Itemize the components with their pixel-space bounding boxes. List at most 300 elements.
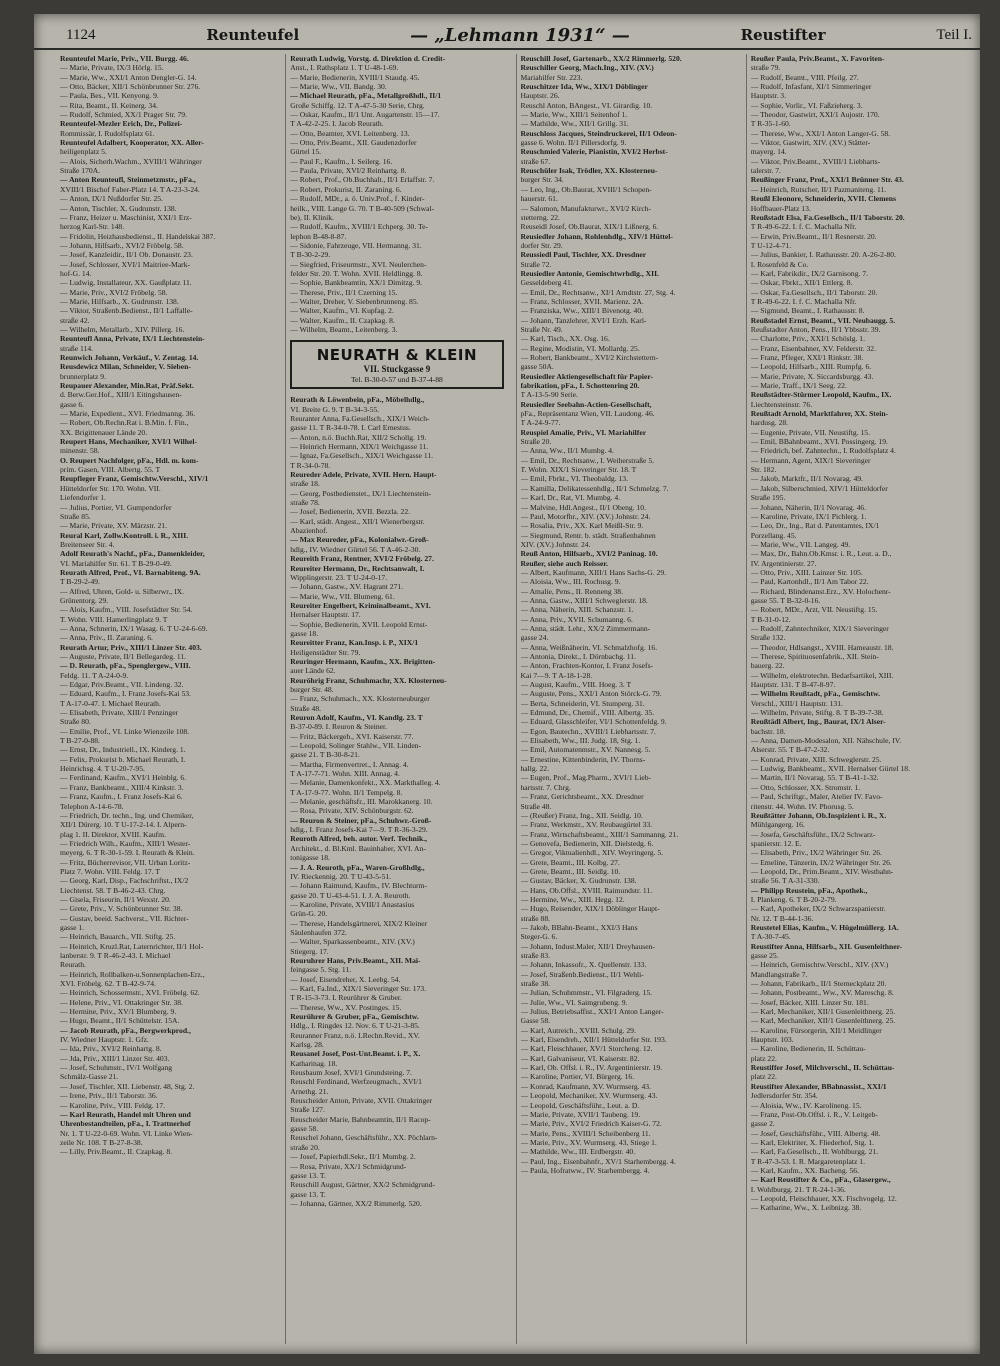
directory-entry: — Ernestine, Kittenbinderin, IV. Thorns- <box>520 754 646 764</box>
directory-entry: Reurath Alfred, Prof., VI. Barnabiteng. 9A. <box>60 567 201 577</box>
directory-entry: T R-47-3-53. I. R. Margaretenplatz 1. <box>750 1156 865 1166</box>
directory-entry: Anst., I. Rathsplatz 1. T U-48-1-69. <box>290 63 399 73</box>
directory-entry: — Konrad, Kaufmann, XV. Wurmserg. 43. <box>520 1081 651 1091</box>
directory-entry: T A-30-7-45. <box>750 932 791 942</box>
directory-entry: — Anton, n.ö. Buchh.Rat, XII/2 Schollg. 19. <box>290 432 427 442</box>
directory-entry: IV. Rieckennig. 20. T U-43-5-51. <box>290 871 392 881</box>
directory-entry: — Karl, Eisendreh., XII/1 Hütteldorfer Str. 193. <box>520 1035 667 1045</box>
directory-entry: — Heinrich, Rollbalken-u.Sonnenplachen-Erz., <box>60 969 205 979</box>
directory-entry: — Gisela, Friseurin, II/1 Wexstr. 20. <box>60 894 171 904</box>
directory-entry: Hauptstr. 26. <box>520 91 560 101</box>
directory-entry: — Karl, Galvaniseur, VI. Kaiserstr. 82. <box>520 1053 640 1063</box>
directory-entry: — Siegfried, Friseurmstr., XVI. Neulerchen- <box>290 259 427 269</box>
directory-entry: — Leopold, Geschäftsführ., Leut. a. D. <box>520 1100 640 1110</box>
directory-entry: — Paul, Ing., Eisenbahnfr., XV/1 Starhembergg. 4. <box>520 1156 676 1166</box>
page-number: 1124 <box>66 26 96 43</box>
directory-entry: — Johann, Hilfsarb., XVI/2 Fröbelg. 58. <box>60 240 184 250</box>
directory-entry: Reußinger Franz, Prof., XXI/1 Brünner Str. 43. <box>750 175 904 185</box>
directory-entry: — Salomon, Manufakturwr., XVI/2 Kirch- <box>520 203 652 213</box>
directory-entry: Reuschl Ferdinand, Werfzeugmach., XVI/1 <box>290 1077 422 1087</box>
directory-entry: gasse 6. <box>60 399 85 409</box>
directory-entry: — Friedrich Wilh., Kaufm., XIII/1 Wester- <box>60 838 191 848</box>
directory-entry: gasse 24. <box>520 633 549 643</box>
directory-entry: O. Reupert Nachfolger, pFa., Hdl. m. kom- <box>60 455 199 465</box>
directory-entry: straße 20. <box>290 1142 320 1152</box>
directory-entry: — Josef, Eisendreher, X. Leebg. 54. <box>290 974 401 984</box>
directory-entry: — Edmund, Dr., Chemif., VIII. Albertg. 35. <box>520 708 655 718</box>
directory-entry: Hernalser Hauptstr. 17. <box>290 610 361 620</box>
directory-entry: — Konrad, Private, XIII. Schweglerstr. 25. <box>750 754 882 764</box>
directory-entry: — Karl, Fa.Ind., XIX/1 Sieveringer Str. 173. <box>290 983 427 993</box>
directory-entry: — Marie, Priv., XVI/2 Fröbelg. 58. <box>60 287 168 297</box>
directory-entry: — Leo, Ing., Ob.Baurat, XVIII/1 Schopen- <box>520 184 652 194</box>
directory-entry: — Karoline, Bedienerin, II. Schüttau- <box>750 1044 866 1054</box>
directory-entry: Reusiedler Antonie, Gemischtwrhdlg., XII. <box>520 268 659 278</box>
directory-entry: T A-17-0-47. I. Michael Reurath. <box>60 698 161 708</box>
directory-entry: Reureiter Hermann, Dr., Rechtsanwalt, I. <box>290 563 425 573</box>
directory-entry: — Wilhelm Reußtadt, pFa., Gemischtw. <box>750 689 880 699</box>
directory-entry: — Anna, Schnerin, IX/1 Wasag. 6. T U-24-6-69. <box>60 623 208 633</box>
directory-entry: Reuschill August, Gärtner, XX/2 Schmidgrund- <box>290 1180 436 1190</box>
directory-entry: Steger-G. 6. <box>520 932 558 942</box>
directory-entry: Reußer Paula, Priv.Beamt., X. Favoriten- <box>750 54 885 63</box>
directory-entry: spanierstr. 12. E. <box>750 838 802 848</box>
directory-entry: — Sophie, Bankbeamtin, XX/1 Dimitzg. 9. <box>290 278 423 288</box>
directory-entry: — Johann, Postbeamt., Ww., XV. Mareschg. 8. <box>750 988 894 998</box>
directory-entry: — Anna, Gastw., XIII/1 Schweglerstr. 18. <box>520 595 648 605</box>
directory-entry: Stiegerg. 17. <box>290 946 329 956</box>
directory-entry: Reustiffer Josef, Milchverschl., II. Schüttau- <box>750 1063 895 1073</box>
directory-entry: straße 42. <box>60 315 90 325</box>
directory-entry: — Jakob, Marktfr., II/1 Novarag. 49. <box>750 474 863 484</box>
directory-entry: plag 1. II. Direktor, XVIII. Kaufm. <box>60 829 166 839</box>
directory-entry: — Paul, Kartonhdl., II/1 Am Tabor 22. <box>750 577 869 587</box>
directory-entry: hof-G. 14. <box>60 268 92 278</box>
directory-entry: straße 38. <box>520 979 551 989</box>
directory-entry: — Otto, Schlosser, XX. Stromstr. 1. <box>750 782 861 792</box>
directory-entry: — Franz, Heizer u. Maschinist, XXI/1 Erz- <box>60 212 192 222</box>
directory-entry: — Franz, Post-Ob.Offsl. i. R., V. Leitgeb- <box>750 1109 878 1119</box>
directory-entry: — Marie, Ww., VII. Blumeng. 61. <box>290 591 395 601</box>
directory-entry: Reusdewicz Milan, Schneider, V. Sieben- <box>60 362 191 372</box>
directory-entry: prim. Gasen, VIII. Albertg. 55. T <box>60 465 161 475</box>
directory-entry: auer Lände 62. <box>290 666 336 676</box>
directory-entry: — Theodor, Hdlsangst., XVIII. Hameaustr. 18. <box>750 642 894 652</box>
directory-entry: Reuspiel Amalie, Priv., VI. Mariahilfer <box>520 427 647 437</box>
directory-entry: — Georg, Postbedienstet., IX/1 Liechtenstein- <box>290 488 432 498</box>
directory-entry: — Franz, Pfleger, XXI/1 Rinkstr. 38. <box>750 353 864 362</box>
directory-entry: — Egon, Bautechn., XVIII/1 Liebhartsstr. 7. <box>520 726 656 736</box>
directory-entry: T R-35-1-60. <box>750 119 791 129</box>
directory-entry: Heiligenstädter Str. 79. <box>290 647 361 657</box>
directory-entry: — Ludwig, Installateur, XX. Gaußplatz 11. <box>60 278 192 288</box>
directory-entry: — Rudolf, Infasfant, XI/1 Simmeringer <box>750 82 872 92</box>
directory-entry: — Leopold, Mechaniker, XV. Wurmserg. 43. <box>520 1091 658 1101</box>
directory-entry: — Albert, Kaufmann, XIII/1 Hans Sachs-G. 29. <box>520 567 667 577</box>
directory-entry: — Auguste, Pens., XXI/1 Anton Störck-G. 79. <box>520 689 662 699</box>
column-3 <box>516 54 740 1344</box>
directory-entry: — Fritz, Bücherrevisor, VII. Urban Loritz- <box>60 857 191 867</box>
directory-entry: — Therese, Handelsgärtnerei, XIX/2 Kleiner <box>290 918 428 928</box>
directory-entry: — Marie, Priv., XVI/2 Friedrich Kaiser-G. 72. <box>520 1119 662 1129</box>
directory-entry: XX. Brigittenauer Lände 20. <box>60 427 148 437</box>
directory-entry: Katharinag. 18. <box>290 1058 338 1068</box>
directory-entry: — Hans, Ob.Offsl., XVIII. Raimundstr. 11. <box>520 885 653 895</box>
directory-entry: — Melanie, Damenkonfekt., XX. Markthalleg. 4. <box>290 778 441 788</box>
directory-entry: — Fritz, Bäckergeh., XVI. Kaiserstr. 77. <box>290 731 414 741</box>
directory-entry: — Michael Reurath, pFa., Metallgroßhdl., II/1 <box>290 91 442 101</box>
ad-address: VII. Stuckgasse 9 <box>363 364 431 375</box>
directory-entry: — Anna, Priv., II. Zaraning. 6. <box>60 633 153 643</box>
directory-entry: — Franz, Kaufm., I. Franz Josefs-Kai 6. <box>60 792 183 802</box>
directory-entry: — Johann, Näherin, II/1 Novarag. 46. <box>750 502 867 512</box>
directory-entry: — Anton, Tischler, X. Gudrunstr. 138. <box>60 203 177 213</box>
directory-entry: — Karl Reustifter & Co., pFa., Glasergew., <box>750 1175 891 1185</box>
directory-entry: — Rudolf, Zahntechniker, XIX/1 Sieveringer <box>750 623 889 633</box>
directory-entry: — Elisabeth, Ww., III. Judg. 18, Stg. 1. <box>520 736 641 746</box>
directory-entry: Adolf Reurath's Nachf., pFa., Damenkleider, <box>60 549 205 559</box>
directory-entry: T. Wohn. XIX/1 Sieveringer Str. 18. T <box>520 465 637 475</box>
directory-entry: — Malvine, Hdl.Angest., II/1 Obeng. 10. <box>520 502 646 512</box>
directory-entry: — Josef, Schuhmstr., IV/1 Wolfgang <box>60 1063 173 1073</box>
advertisement-box <box>290 340 503 389</box>
directory-entry: Kai 7—9. T A-18-1-28. <box>520 670 593 680</box>
column-4 <box>746 54 970 1344</box>
directory-entry: — Johann, Inkassofr., X. Quellenstr. 133. <box>520 960 647 970</box>
directory-entry: — Johann, Fabrikarb., II/1 Sterneckplatz 20. <box>750 979 887 989</box>
directory-entry: — Irene, Priv., II/1 Taborstr. 36. <box>60 1091 158 1101</box>
directory-entry: — Anton, IX/1 Nußdorfer Str. 25. <box>60 194 163 204</box>
directory-entry: — Emil, Dr., Rechtsanw., XI/1 Arndtstr. 27, Stg. 4. <box>520 287 676 297</box>
directory-entry: gasse 20. T U-43-4-51. I. J. A. Reuroth. <box>290 890 411 900</box>
directory-entry: Mariahilfer Str. 223. <box>520 72 583 82</box>
directory-entry: — Ignaz, Fa.Gesellsch., XIX/1 Weichgasse 11. <box>290 451 434 461</box>
directory-entry: — Sophie, Bedienerin, XVII. Leopold Ernst- <box>290 619 428 629</box>
directory-entry: — Josef, Bedienerin, XVII. Bezzla. 22. <box>290 507 411 517</box>
directory-entry: Reußstadel Ernst, Beamt., VII. Neubaugg. 5. <box>750 315 896 325</box>
part-label: Teil I. <box>936 26 972 43</box>
directory-entry: — Jda, Priv., XIII/1 Linzer Str. 403. <box>60 1053 170 1063</box>
directory-entry: — Marie, Pens., XVIII/1 Scheibenberg 11. <box>520 1128 651 1138</box>
directory-entry: — Emil, Automatenmstr., XV. Nannesg. 5. <box>520 745 651 755</box>
directory-entry: — Elisabeth, Private, XIII/1 Penzinger <box>60 708 179 718</box>
directory-entry: — Lilly, Priv.Beamt., II. Czapkag. 8. <box>60 1147 173 1157</box>
directory-entry: T U-12-4-71. <box>750 240 792 250</box>
directory-entry: Reureiter Engelbert, Kriminalbeamt., XVI. <box>290 600 431 610</box>
directory-entry: — Franz, Schlosser, XVII. Marienz. 2A. <box>520 296 644 306</box>
directory-entry: — J. A. Reuroth, pFa., Waren-Großhdlg., <box>290 862 425 872</box>
directory-entry: Platz 7. Wohn. VIII. Feldg. 17. T <box>60 866 161 876</box>
directory-entry: Reureder Adele, Private, XVII. Hern. Haupt- <box>290 470 437 480</box>
directory-entry: — Marie, Ww., VII. Bandg. 30. <box>290 82 387 92</box>
directory-entry: — Marie, Bedienerin, XVIII/1 Staudg. 45. <box>290 72 420 82</box>
directory-entry: Alserstr. 55. T B-47-2-32. <box>750 745 830 755</box>
directory-entry: Reurath & Löwenbein, pFa., Möbelhdlg., <box>290 395 425 405</box>
directory-entry: Reußl Eleonore, Schneiderin, XVII. Clemens <box>750 194 896 204</box>
directory-entry: Reurath Ludwig, Vorstg. d. Direktion d. Credit- <box>290 54 446 63</box>
directory-entry: Abazienhof. <box>290 526 328 536</box>
directory-entry: — Anna, städt. Lehr., XX/2 Zimmermann- <box>520 623 651 633</box>
directory-entry: Uhrenbestandteilen, pFa., I. Trattnerhof <box>60 1119 191 1129</box>
directory-entry: — Marie, Ww., XIII/1 Seitenhof 1. <box>520 110 628 120</box>
directory-entry: stetterng. 22. <box>520 212 560 222</box>
directory-entry: — Grete, Beamt., III. Seidlg. 10. <box>520 866 621 876</box>
directory-entry: — Oskar, Fbrkt., XII/1 Ettlerg. 8. <box>750 278 853 288</box>
running-title: — „Lehmann 1931“ — <box>410 24 630 46</box>
directory-entry: gasse 13. T. <box>290 1189 326 1199</box>
directory-entry: — Helene, Priv., VI. Ottakringer Str. 38. <box>60 997 183 1007</box>
directory-entry: — Therese, Ww., XXI/1 Anton Langer-G. 58. <box>750 128 891 138</box>
directory-entry: Reunwich Johann, Verkäuf., V. Zentag. 14. <box>60 353 199 362</box>
directory-entry: straße 114. <box>60 343 94 353</box>
directory-entry: — Jakob, BBahn-Beamt., XXI/3 Hans <box>520 922 638 932</box>
directory-entry: — Rosalia, Priv., XX. Karl Meißl-Str. 9. <box>520 521 644 531</box>
directory-entry: — Amalie, Pens., II. Renneng 38. <box>520 586 624 596</box>
directory-entry: — Ferdinand, Kaufm., XVI/1 Heinblg. 6. <box>60 773 187 783</box>
directory-entry: — Marie, Private, XVII/1 Taubeng. 19. <box>520 1109 641 1119</box>
directory-entry: — Karl, Ob. Offsl. i. R., IV. Argentinierstr. 19. <box>520 1063 663 1073</box>
directory-entry: — Ida, Priv., XVI/2 Reinhartg. 8. <box>60 1044 162 1054</box>
directory-entry: straße 83. <box>520 951 551 960</box>
directory-entry: brunnerplatz 9. <box>60 371 106 381</box>
directory-entry: Reuschl Anton, BAngest., VI. Girardig. 10. <box>520 100 653 110</box>
directory-entry: Breitenseer Str. 4. <box>60 539 115 549</box>
directory-entry: be), II. Klinik. <box>290 212 334 222</box>
directory-entry: Grün-G. 20. <box>290 909 328 919</box>
directory-entry: — Julius, Bankier, I. Rathausstr. 20. A-26-2-80. <box>750 250 896 260</box>
directory-entry: Jedlersdorfer Str. 354. <box>750 1091 818 1101</box>
directory-entry: zeile Nr. 108. T B-27-8-38. <box>60 1137 143 1147</box>
directory-entry: — Anton, Frachten-Kontor, I. Franz Josefs- <box>520 661 654 671</box>
directory-entry: — Rita, Beamt., II. Keinerg. 34. <box>60 100 158 110</box>
directory-entry: platz 22. <box>750 1053 777 1063</box>
directory-entry: Reurath Artur, Priv., XIII/1 Linzer Str. 403. <box>60 642 202 652</box>
directory-entry: — Walter, Dreher, V. Siebenbrunneng. 85. <box>290 296 419 306</box>
directory-entry: — Walter, Kaufm., II. Czapkag. 8. <box>290 315 395 325</box>
directory-entry: Reußtadt Arnold, Marktfahrer, XX. Stein- <box>750 409 889 419</box>
directory-entry: — Josef, Bäcker, XIII. Linzer Str. 181. <box>750 997 869 1007</box>
directory-entry: gasse 18. <box>290 628 319 638</box>
directory-entry: mayerg. 14. <box>750 147 787 157</box>
directory-entry: Reupert Hans, Mechaniker, XVI/1 Wilhel- <box>60 437 197 447</box>
column-2 <box>285 54 509 1344</box>
directory-entry: — Edgar, Priv.Beamt., VII. Lindeng. 32. <box>60 680 184 690</box>
directory-entry: Reusbaum Josef, XVI/1 Grundsteing. 7. <box>290 1068 412 1078</box>
directory-entry: Straße Nr. 49. <box>520 324 563 334</box>
directory-entry: Säulenhaufen 372. <box>290 927 347 937</box>
directory-entry: — Viktor, Gastwirt, XIV. (XV.) Stätter- <box>750 138 871 148</box>
directory-entry: Straße 85. <box>60 511 91 521</box>
left-headword: Reunteufel <box>206 26 300 44</box>
directory-entry: Reuscheider Anton, Private, XVII. Ottakringer <box>290 1096 433 1106</box>
directory-entry: — Julie, Ww., VI. Saimgrubeng. 9. <box>520 997 628 1007</box>
directory-entry: Reureitter Franz, Kan.Insp. i. P., XIX/1 <box>290 638 419 648</box>
directory-entry: Reuseidl Josef, Ob.Baurat, XIX/1 Lißnerg. 6. <box>520 222 659 232</box>
directory-entry: — Hermine, Priv., XV/1 Blumberg. 9. <box>60 1007 177 1017</box>
directory-entry: pFa., Repräsentanz Wien, VII. Laudong. 46. <box>520 409 655 419</box>
directory-entry: — Marie, Private, X. Siccardsburgg. 43. <box>750 371 874 381</box>
directory-entry: Straße 20. <box>520 437 552 447</box>
directory-entry: — Erwin, Priv.Beamt., II/1 Resnerstr. 20. <box>750 231 877 241</box>
directory-entry: Feldg. 11. T A-24-0-9. <box>60 670 129 680</box>
directory-entry: Reuranter Anna, Fa.Gesellsch., XIX/1 Weich- <box>290 414 430 423</box>
directory-entry: Straße 48. <box>520 801 552 811</box>
directory-entry: Reußstädter-Stürmer Leopold, Kaufm., IX. <box>750 390 892 400</box>
directory-entry: hartsstr. 7. Chrg. <box>520 782 571 792</box>
directory-entry: Reuschill Josef, Gartenarb., XX/2 Rimmerlg. 520. <box>520 54 682 63</box>
directory-entry: Gasse 58. <box>520 1016 551 1026</box>
directory-entry: — Karl, Tisch., XX. Osg. 16. <box>520 334 610 344</box>
directory-entry: — Rudolf, MDr., a. ö. Univ.Prof., f. Kinder- <box>290 194 425 204</box>
directory-entry: Arnethg. 21. <box>290 1086 329 1096</box>
directory-entry: — Marie, Private, XV. Märzstr. 21. <box>60 521 167 531</box>
directory-entry: VI. Mariahilfer Str. 61. T B-29-0-49. <box>60 558 172 568</box>
directory-entry: — Jacob Reurath, pFa., Bergwerkprod., <box>60 1025 191 1035</box>
directory-entry: Liechtensteinstr. 76. <box>750 399 813 409</box>
directory-entry: Reuschiller Georg, Mach.Ing., XIV. (XV.) <box>520 63 654 73</box>
directory-entry: Reurath. <box>60 960 86 970</box>
directory-entry: — Julian, Schuhmmstr., VI. Filgraderg. 15. <box>520 988 653 998</box>
directory-entry: — Heinrich, Gemischtw.Verschl., XIV. (XV.) <box>750 960 889 970</box>
directory-entry: — Eduard, Glasschleifer, VI/1 Schottenfeldg. 9. <box>520 717 667 727</box>
directory-entry: Straße 170A. <box>60 166 101 176</box>
directory-entry: — Paul, Schriftgr., Maler, Atelier IV. Favo- <box>750 792 883 802</box>
directory-entry: — Heinrich, Schossermstr., XVI. Fröbelg. 62. <box>60 988 200 998</box>
directory-entry: Reuroth Alfred, beh. autor. Verf. Technik., <box>290 834 428 844</box>
directory-entry: T B-30-2-29. <box>290 250 331 260</box>
directory-entry: — Johann, Gastw., XV. Hagrant 271. <box>290 582 404 592</box>
directory-entry: Reunteufel Adalbert, Kooperator, XX. Aller- <box>60 138 204 148</box>
directory-entry: — Karoline, Portier, VI. Bürgerg. 16. <box>520 1072 635 1082</box>
directory-entry: Reuscheider Marie, Bahnbeamtin, II/1 Racop- <box>290 1114 431 1124</box>
directory-entry: — Franz, Wirtschaftsbeamt., XIII/1 Sammanng. 21. <box>520 829 679 839</box>
directory-entry: XIV. (XV.) Johnstr. 24. <box>520 539 591 549</box>
directory-entry: — Anna, Priv., XVII. Schumanng. 6. <box>520 614 633 624</box>
directory-entry: — Mathilde, Ww., XII/1 Grillg. 31. <box>520 119 629 129</box>
directory-entry: — Leopold, Dr., Prim.Beamt., XIV. Westbahn- <box>750 866 894 876</box>
directory-entry: Reunteufel Marie, Priv., VII. Burgg. 46. <box>60 54 189 63</box>
directory-entry: — Genovefa, Bedienerin, XII. Dielstedg. 6. <box>520 838 654 848</box>
directory-entry: Reuschüler Isak, Trödler, XX. Klosterneu- <box>520 166 658 176</box>
directory-entry: — Aloisia, Ww., IV. Karolineng. 15. <box>750 1100 862 1110</box>
directory-entry: — Karl, Fabrikdir., IX/2 Garnisong. 7. <box>750 268 869 278</box>
directory-entry: XII/1 Dürerg. 10. T U-17-2-14. I. Alpern- <box>60 820 187 830</box>
directory-entry: Reustetel Elias, Kaufm., V. Hügelmüllerg. 1A. <box>750 922 899 932</box>
directory-entry: — Philipp Reustein, pFa., Apothek., <box>750 885 868 895</box>
directory-entry: Straße 48. <box>290 703 322 713</box>
directory-entry: — Anton Reunteufl, Steinmetzmstr., pFa., <box>60 175 196 185</box>
directory-entry: — Hermine, Ww., XIII. Hegg. 12. <box>520 894 625 904</box>
directory-entry: — Heinrich, Kruzl.Rat, Laternrichter, II/1 Hol- <box>60 941 204 951</box>
directory-entry: dorfer Str. 29. <box>520 240 563 250</box>
directory-entry: gasse 21. T B-30-8-21. <box>290 750 360 760</box>
directory-entry: — Berta, Schneiderin, VI. Stumperg. 31. <box>520 698 645 708</box>
directory-entry: — Kamilla, Delikatessenhdlg., II/1 Schmelzg. 7. <box>520 483 669 493</box>
directory-entry: — Marie, Priv., XV. Wurmserg. 43, Stiege 1. <box>520 1137 657 1147</box>
directory-entry: — Auguste, Private, II/1 Bellegardeg. 11. <box>60 652 187 661</box>
directory-entry: — Sidonie, Fahrzeuge, VII. Hermanng. 31. <box>290 240 422 250</box>
directory-entry: straße 79. <box>750 63 781 73</box>
column-1 <box>60 54 279 1344</box>
directory-entry: Reusiedler Seebahn-Actien-Gesellschaft, <box>520 399 652 409</box>
directory-entry: Verschl., XIII/1 Hauptstr. 131. <box>750 698 843 708</box>
directory-entry: — Therese, Spirituosenfabrik., XII. Stein- <box>750 652 879 661</box>
directory-entry: — Otto, Beamter, XVI. Leitenberg. 13. <box>290 128 410 138</box>
directory-entry: Reußer, siehe auch Reisser. <box>520 558 608 568</box>
directory-entry: — Otto, Priv., XIII. Lainzer Str. 105. <box>750 567 863 577</box>
directory-entry: gasse 55. T B-32-0-16. <box>750 595 821 605</box>
ad-title: NEURATH & KLEIN <box>316 346 478 365</box>
directory-entry: — Karl Reurath, Handel mit Uhren und <box>60 1109 191 1119</box>
directory-entry: — Paula, Private, XVI/2 Reinhartg. 8. <box>290 166 407 176</box>
directory-entry: — Johann, Indust.Maler, XII/1 Dreyhausen- <box>520 941 655 951</box>
directory-entry: — Marie, Expedient., XVI. Friedmanng. 36. <box>60 409 196 419</box>
directory-entry: — Karl, Dr., Rat, VI. Mumbg. 4. <box>520 493 621 503</box>
directory-entry: — Regine, Modistin, VI. Mollardg. 25. <box>520 343 640 353</box>
directory-entry: — Josef, Tischler, XII. Liebenstr. 48, Stg. 2. <box>60 1081 195 1091</box>
directory-entry: — Julius, Portier, VI. Gumpendorfer <box>60 502 172 512</box>
directory-entry: — Robert, Prof., Ob.Buchhalt., II/1 Erlaffstr. 7. <box>290 175 435 185</box>
directory-entry: T A-13-5-90 Serie. <box>520 390 578 400</box>
directory-entry: — Josefa, Geschäftsführ., IX/2 Schwarz- <box>750 829 876 839</box>
directory-entry: straße 18. <box>290 479 320 489</box>
directory-entry: hdlg., IV. Wiedner Gürtel 56. T A-46-2-30. <box>290 544 421 554</box>
directory-entry: — Walter, Sparkassenbeamt., XIV. (XV.) <box>290 937 415 947</box>
directory-entry: — Josef, Schlosser, XVI/1 Maitriee-Mark- <box>60 259 191 269</box>
directory-entry: — Alfred, Uhren, Gold- u. Silberwr., IX. <box>60 586 185 596</box>
directory-entry: gasse 6. Wohn. II/1 Pillersdorfg. 9. <box>520 138 627 148</box>
directory-entry: XVI. Fröbelg. 62. T B-42-9-74. <box>60 979 156 989</box>
directory-entry: — Rudolf, Beamt., VIII. Pfeilg. 27. <box>750 72 859 82</box>
directory-entry: Reurührer & Gruber, pFa., Gemischtw. <box>290 1012 419 1021</box>
directory-entry: — Fridolin, Heizhausbedienst., II. Handelskai 387. <box>60 231 216 241</box>
directory-entry: — Franz, Gerichtsbeamt., XX. Dresdner <box>520 792 644 802</box>
directory-entry: Heinrichsg. 4. T U-20-7-95. <box>60 764 145 774</box>
directory-entry: straße 78. <box>290 498 320 508</box>
directory-entry: T B-27-0-88. <box>60 736 100 746</box>
directory-entry: — Leopold, Solinger Stahlw., VII. Linden- <box>290 741 422 751</box>
directory-entry: — Emilie, Prof., VI. Linke Wienzeile 108. <box>60 726 190 736</box>
directory-entry: Reuß Anton, Hilfsarb., XVI/2 Paninag. 10. <box>520 549 658 559</box>
directory-entry: Reussiedl Paul, Tischler, XX. Dresdner <box>520 250 647 260</box>
directory-entry: Reußstadt Elsa, Fa.Gesellsch., II/1 Taborstr. 20. <box>750 212 905 222</box>
directory-entry: hauerstr. 61. <box>520 194 558 204</box>
directory-entry: Reunteufel-Mezler Erich, Dr., Polizei- <box>60 119 183 129</box>
directory-entry: feingasse 5. Stg. 11. <box>290 965 352 975</box>
directory-entry: gasse 11. T R-34-0-78. I. Carl Ernestus. <box>290 423 411 433</box>
directory-entry: — Josef, Kanzleidir., II/1 Ob. Donaustr. 23. <box>60 250 193 260</box>
directory-entry: — D. Reurath, pFa., Spenglergew., VIII. <box>60 661 191 671</box>
directory-entry: — Karoline, Private, XVIII/1 Anastasius <box>290 899 415 909</box>
directory-entry: felder Str. 20. T. Wohn. XVII. Heldlingg. 8. <box>290 268 423 278</box>
directory-entry: — Jakob, Silberschmied, XIV/1 Hütteldorfer <box>750 483 888 493</box>
directory-entry: Straße 72. <box>520 259 552 269</box>
directory-entry: straße 67. <box>520 156 551 166</box>
directory-entry: heiligenplatz 5. <box>60 147 107 157</box>
directory-entry: I. Rosenfeld & Co. <box>750 259 809 269</box>
directory-entry: — Franziska, Ww., XIII/1 Bivenotg. 40. <box>520 306 644 316</box>
directory-entry: — Theodor, Gastwirt, XXI/1 Aujostr. 170. <box>750 110 880 120</box>
directory-entry: T R-49-6-22. I. f. C. Machalla Nfr. <box>750 222 857 232</box>
directory-entry: Karlsg. 28. <box>290 1040 324 1050</box>
directory-entry: Große Schiffg. 12. T A-47-5-30 Serie, Chrg. <box>290 100 425 110</box>
directory-entry: Liechtenst. 58. T B-46-2-43. Chrg. <box>60 885 166 895</box>
directory-entry: minenstr. 58. <box>60 446 100 456</box>
directory-entry: — Karl, Apotheker, IX/2 Schwarzspanierstr. <box>750 904 886 914</box>
directory-entry: — Rudolf, Kaufm., XVIII/1 Echperg. 30. Te- <box>290 222 428 232</box>
directory-entry: Hauptstr. 3. <box>750 91 786 101</box>
directory-entry: — Gregor, Viktualienhdl., XIV. Weyringerg. 5. <box>520 848 664 858</box>
